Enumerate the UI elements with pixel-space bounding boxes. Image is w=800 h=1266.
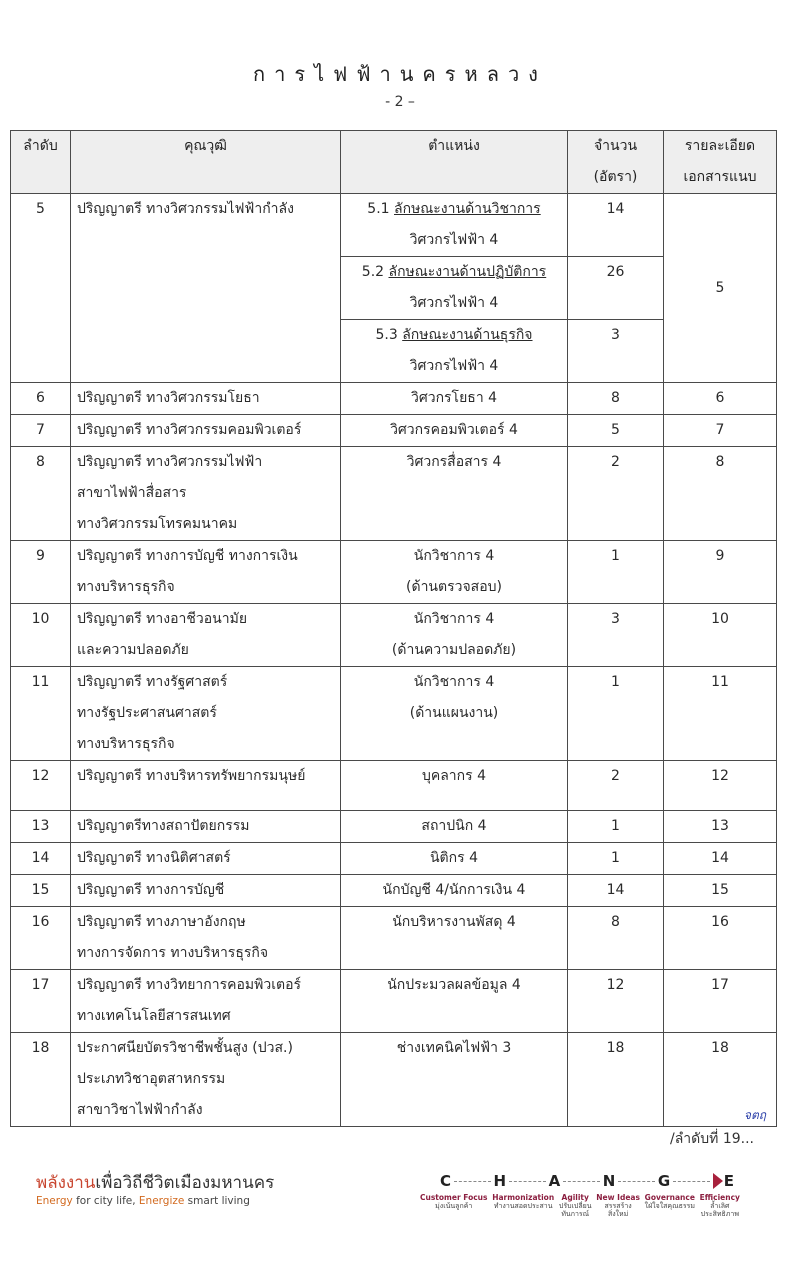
row-attachment: 13 xyxy=(664,811,777,843)
table-header-row xyxy=(11,131,777,194)
row-attachment: 8 xyxy=(664,447,777,541)
row-position: นักวิชาการ 4 (ด้านตรวจสอบ) xyxy=(341,541,568,604)
header-qualification: คุณวุฒิ xyxy=(71,131,341,194)
letter-n: N xyxy=(602,1172,616,1190)
table-row xyxy=(11,970,777,1033)
slogan-thai: พลังงานเพื่อวิถีชีวิตเมืองมหานคร xyxy=(36,1173,275,1193)
table-row xyxy=(11,415,777,447)
header-attachment: รายละเอียด เอกสารแนบ xyxy=(664,131,777,194)
row-qualification: ปริญญาตรี ทางรัฐศาสตร์ ทางรัฐประศาสนศาสตร์ ทางบริหารธุรกิจ xyxy=(71,667,341,761)
row-number: 8 xyxy=(11,447,71,541)
row-count: 14 xyxy=(568,875,664,907)
handwritten-initials: จตฤ xyxy=(743,1108,766,1122)
row-position: นักวิชาการ 4 (ด้านแผนงาน) xyxy=(341,667,568,761)
row-qualification: ปริญญาตรีทางสถาปัตยกรรม xyxy=(71,811,341,843)
table-row xyxy=(11,761,777,811)
row-position: นิติกร 4 xyxy=(341,843,568,875)
row-qualification: ปริญญาตรี ทางวิศวกรรมโยธา xyxy=(71,383,341,415)
row-number: 13 xyxy=(11,811,71,843)
row-count: 8 xyxy=(568,907,664,970)
row-number: 17 xyxy=(11,970,71,1033)
row-position: นักวิชาการ 4 (ด้านความปลอดภัย) xyxy=(341,604,568,667)
table-row xyxy=(11,667,777,761)
table-row xyxy=(11,843,777,875)
row-position: นักบัญชี 4/นักการเงิน 4 xyxy=(341,875,568,907)
row-position: สถาปนิก 4 xyxy=(341,811,568,843)
row-qualification: ปริญญาตรี ทางวิศวกรรมไฟฟ้ากำลัง xyxy=(71,194,341,383)
row-qualification: ปริญญาตรี ทางการบัญชี ทางการเงิน ทางบริหารธุรกิจ xyxy=(71,541,341,604)
row-position: 5.2 ลักษณะงานด้านปฏิบัติการ วิศวกรไฟฟ้า 4 xyxy=(341,257,568,320)
row-position: บุคลากร 4 xyxy=(341,761,568,811)
dash-divider xyxy=(563,1181,600,1182)
letter-h: H xyxy=(493,1172,507,1190)
arrow-right-icon xyxy=(713,1173,723,1189)
row-number: 6 xyxy=(11,383,71,415)
letter-e: E xyxy=(723,1172,734,1190)
row-number: 12 xyxy=(11,761,71,811)
header-position: ตำแหน่ง xyxy=(341,131,568,194)
row-number: 18 xyxy=(11,1033,71,1127)
row-qualification: ปริญญาตรี ทางบริหารทรัพยากรมนุษย์ xyxy=(71,761,341,811)
row-attachment: 17 xyxy=(664,970,777,1033)
row-qualification: ปริญญาตรี ทางนิติศาสตร์ xyxy=(71,843,341,875)
row-number: 15 xyxy=(11,875,71,907)
row-number: 5 xyxy=(11,194,71,383)
row-attachment: 7 xyxy=(664,415,777,447)
table-row xyxy=(11,194,777,257)
row-number: 16 xyxy=(11,907,71,970)
row-qualification: ปริญญาตรี ทางวิทยาการคอมพิวเตอร์ ทางเทคโนโลยีสารสนเทศ xyxy=(71,970,341,1033)
table-row xyxy=(11,604,777,667)
row-qualification: ปริญญาตรี ทางวิศวกรรมไฟฟ้า สาขาไฟฟ้าสื่อสาร ทางวิศวกรรมโทรคมนาคม xyxy=(71,447,341,541)
row-position: นักบริหารงานพัสดุ 4 xyxy=(341,907,568,970)
row-attachment: 6 xyxy=(664,383,777,415)
row-number: 9 xyxy=(11,541,71,604)
row-position: ช่างเทคนิคไฟฟ้า 3 xyxy=(341,1033,568,1127)
positions-table xyxy=(10,130,777,1127)
row-attachment: 14 xyxy=(664,843,777,875)
row-attachment: 18 จตฤ xyxy=(664,1033,777,1127)
row-attachment: 15 xyxy=(664,875,777,907)
dash-divider xyxy=(454,1181,491,1182)
row-attachment: 12 xyxy=(664,761,777,811)
row-count: 3 xyxy=(568,320,664,383)
row-qualification: ปริญญาตรี ทางการบัญชี xyxy=(71,875,341,907)
row-position: วิศวกรโยธา 4 xyxy=(341,383,568,415)
row-attachment: 10 xyxy=(664,604,777,667)
row-count: 8 xyxy=(568,383,664,415)
row-count: 18 xyxy=(568,1033,664,1127)
change-values-logo xyxy=(420,1170,740,1230)
row-position: วิศวกรคอมพิวเตอร์ 4 xyxy=(341,415,568,447)
row-qualification: ประกาศนียบัตรวิชาชีพชั้นสูง (ปวส.) ประเภทวิชาอุตสาหกรรม สาขาวิชาไฟฟ้ากำลัง xyxy=(71,1033,341,1127)
row-position: 5.1 ลักษณะงานด้านวิชาการ วิศวกรไฟฟ้า 4 xyxy=(341,194,568,257)
value-efficiency: Efficiency ล้ำเลิศ ประสิทธิภาพ xyxy=(699,1193,740,1218)
letter-a: A xyxy=(548,1172,561,1190)
row-attachment: 5 xyxy=(664,194,777,383)
row-position: นักประมวลผลข้อมูล 4 xyxy=(341,970,568,1033)
row-count: 1 xyxy=(568,667,664,761)
organization-title: การไฟฟ้านครหลวง xyxy=(253,62,547,86)
row-number: 11 xyxy=(11,667,71,761)
table-row xyxy=(11,875,777,907)
row-count: 2 xyxy=(568,447,664,541)
row-attachment: 11 xyxy=(664,667,777,761)
row-qualification: ปริญญาตรี ทางภาษาอังกฤษ ทางการจัดการ ทางบริหารธุรกิจ xyxy=(71,907,341,970)
row-count: 3 xyxy=(568,604,664,667)
row-count: 14 xyxy=(568,194,664,257)
row-count: 1 xyxy=(568,811,664,843)
value-governance: Governance ใฝ่ใจใสคุณธรรม xyxy=(644,1193,695,1210)
value-new-ideas: New Ideas สรรสร้าง สิ่งใหม่ xyxy=(596,1193,640,1218)
row-position: 5.3 ลักษณะงานด้านธุรกิจ วิศวกรไฟฟ้า 4 xyxy=(341,320,568,383)
table-row xyxy=(11,383,777,415)
dash-divider xyxy=(673,1181,710,1182)
row-count: 12 xyxy=(568,970,664,1033)
row-attachment: 9 xyxy=(664,541,777,604)
row-attachment: 16 xyxy=(664,907,777,970)
dash-divider xyxy=(618,1181,655,1182)
value-agility: Agility ปรับเปลี่ยน ทันการณ์ xyxy=(558,1193,592,1218)
table-row xyxy=(11,1033,777,1127)
row-number: 7 xyxy=(11,415,71,447)
value-harmonization: Harmonization ทำงานสอดประสาน xyxy=(492,1193,555,1210)
row-qualification: ปริญญาตรี ทางอาชีวอนามัย และความปลอดภัย xyxy=(71,604,341,667)
header-count: จำนวน (อัตรา) xyxy=(568,131,664,194)
row-count: 26 xyxy=(568,257,664,320)
row-count: 5 xyxy=(568,415,664,447)
row-number: 10 xyxy=(11,604,71,667)
row-count: 1 xyxy=(568,843,664,875)
row-position: วิศวกรสื่อสาร 4 xyxy=(341,447,568,541)
row-number: 14 xyxy=(11,843,71,875)
letter-c: C xyxy=(440,1172,452,1190)
value-customer-focus: Customer Focus มุ่งเน้นลูกค้า xyxy=(420,1193,488,1210)
row-count: 1 xyxy=(568,541,664,604)
continuation-note: /ลำดับที่ 19... xyxy=(670,1131,754,1147)
header-order: ลำดับ xyxy=(11,131,71,194)
table-row xyxy=(11,811,777,843)
table-row xyxy=(11,541,777,604)
dash-divider xyxy=(509,1181,546,1182)
footer-slogan xyxy=(36,1172,274,1208)
table-row xyxy=(11,447,777,541)
page-number: - 2 – xyxy=(385,94,415,110)
row-qualification: ปริญญาตรี ทางวิศวกรรมคอมพิวเตอร์ xyxy=(71,415,341,447)
table-row xyxy=(11,907,777,970)
slogan-english: Energy for city life, Energize smart living xyxy=(36,1195,250,1207)
row-count: 2 xyxy=(568,761,664,811)
letter-g: G xyxy=(657,1172,671,1190)
